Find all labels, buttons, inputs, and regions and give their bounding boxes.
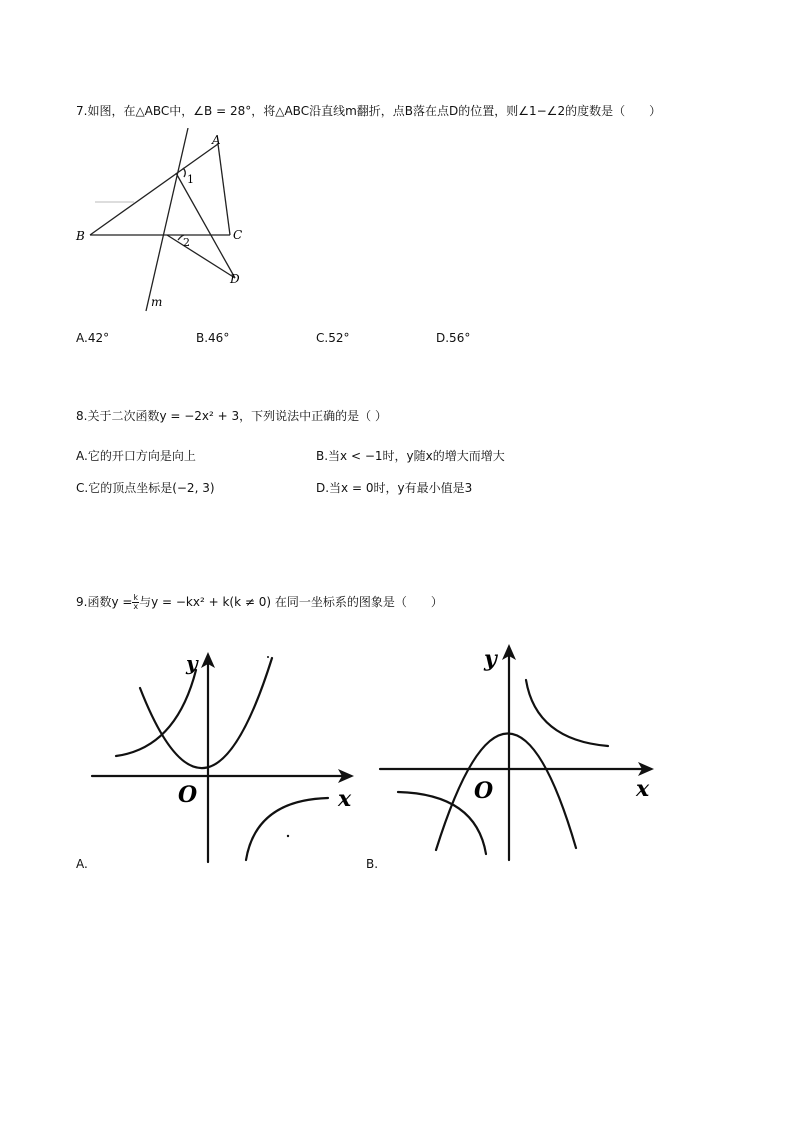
fold-line-m (146, 128, 188, 311)
q9-frac-den: x (133, 602, 139, 611)
segment-ac (218, 144, 230, 235)
graph-b-x-label: x (636, 776, 650, 802)
segment-fd (167, 235, 235, 278)
q7-option-d[interactable]: D.56° (436, 331, 471, 345)
parabola-curve (140, 658, 272, 768)
label-d: D (230, 272, 240, 286)
q9-graph-b[interactable] (376, 640, 660, 862)
q9-graph-a[interactable] (88, 648, 358, 866)
q8-option-c[interactable]: C.它的顶点坐标是(−2, 3) (76, 481, 215, 495)
q9-frac-num: k (133, 593, 139, 602)
q9-stem (76, 594, 443, 611)
hyperbola-branch-lower (398, 792, 486, 854)
label-b: B (76, 229, 85, 243)
q9-stem-suffix: 与y = −kx² + k(k ≠ 0) 在同一坐标系的图象是（ ） (139, 595, 443, 609)
graph-a-origin-label: O (178, 782, 198, 808)
label-c: C (233, 228, 243, 242)
graph-b-origin-label: O (474, 778, 494, 804)
q8-option-a[interactable]: A.它的开口方向是向上 (76, 449, 196, 463)
label-angle-2: 2 (183, 236, 190, 249)
q7-option-c[interactable]: C.52° (316, 331, 350, 345)
q8-option-b[interactable]: B.当x < −1时，y随x的增大而增大 (316, 449, 505, 463)
q7-triangle-figure (70, 128, 270, 318)
angle-1-arc (183, 168, 185, 177)
graph-b-y-label: y (484, 646, 497, 672)
q7-option-a[interactable]: A.42° (76, 331, 110, 345)
q9-option-b-label[interactable]: B. (366, 857, 379, 871)
parabola-curve (436, 733, 576, 850)
q9-option-a-label[interactable]: A. (76, 857, 88, 871)
q7-stem: 7.如图，在△ABC中，∠B = 28°，将△ABC沿直线m翻折，点B落在点D的位置，则∠1−∠2的度数是（ ） (76, 104, 662, 118)
label-a: A (212, 133, 221, 147)
segment-ba (90, 144, 218, 235)
q7-option-b[interactable]: B.46° (196, 331, 230, 345)
graph-a-y-label: y (186, 651, 198, 675)
hyperbola-branch-upper (526, 680, 608, 746)
label-m: m (151, 295, 163, 309)
hyperbola-branch-lower (246, 798, 328, 860)
graph-a-x-label: x (338, 786, 352, 812)
q9-stem-prefix: 9.函数y = (76, 595, 133, 609)
label-angle-1: 1 (187, 173, 194, 186)
hyperbola-branch-upper (116, 670, 196, 756)
q8-option-d[interactable]: D.当x = 0时，y有最小值是3 (316, 481, 473, 495)
segment-ed (176, 173, 235, 278)
q8-stem: 8.关于二次函数y = −2x² + 3，下列说法中正确的是（ ） (76, 409, 387, 423)
